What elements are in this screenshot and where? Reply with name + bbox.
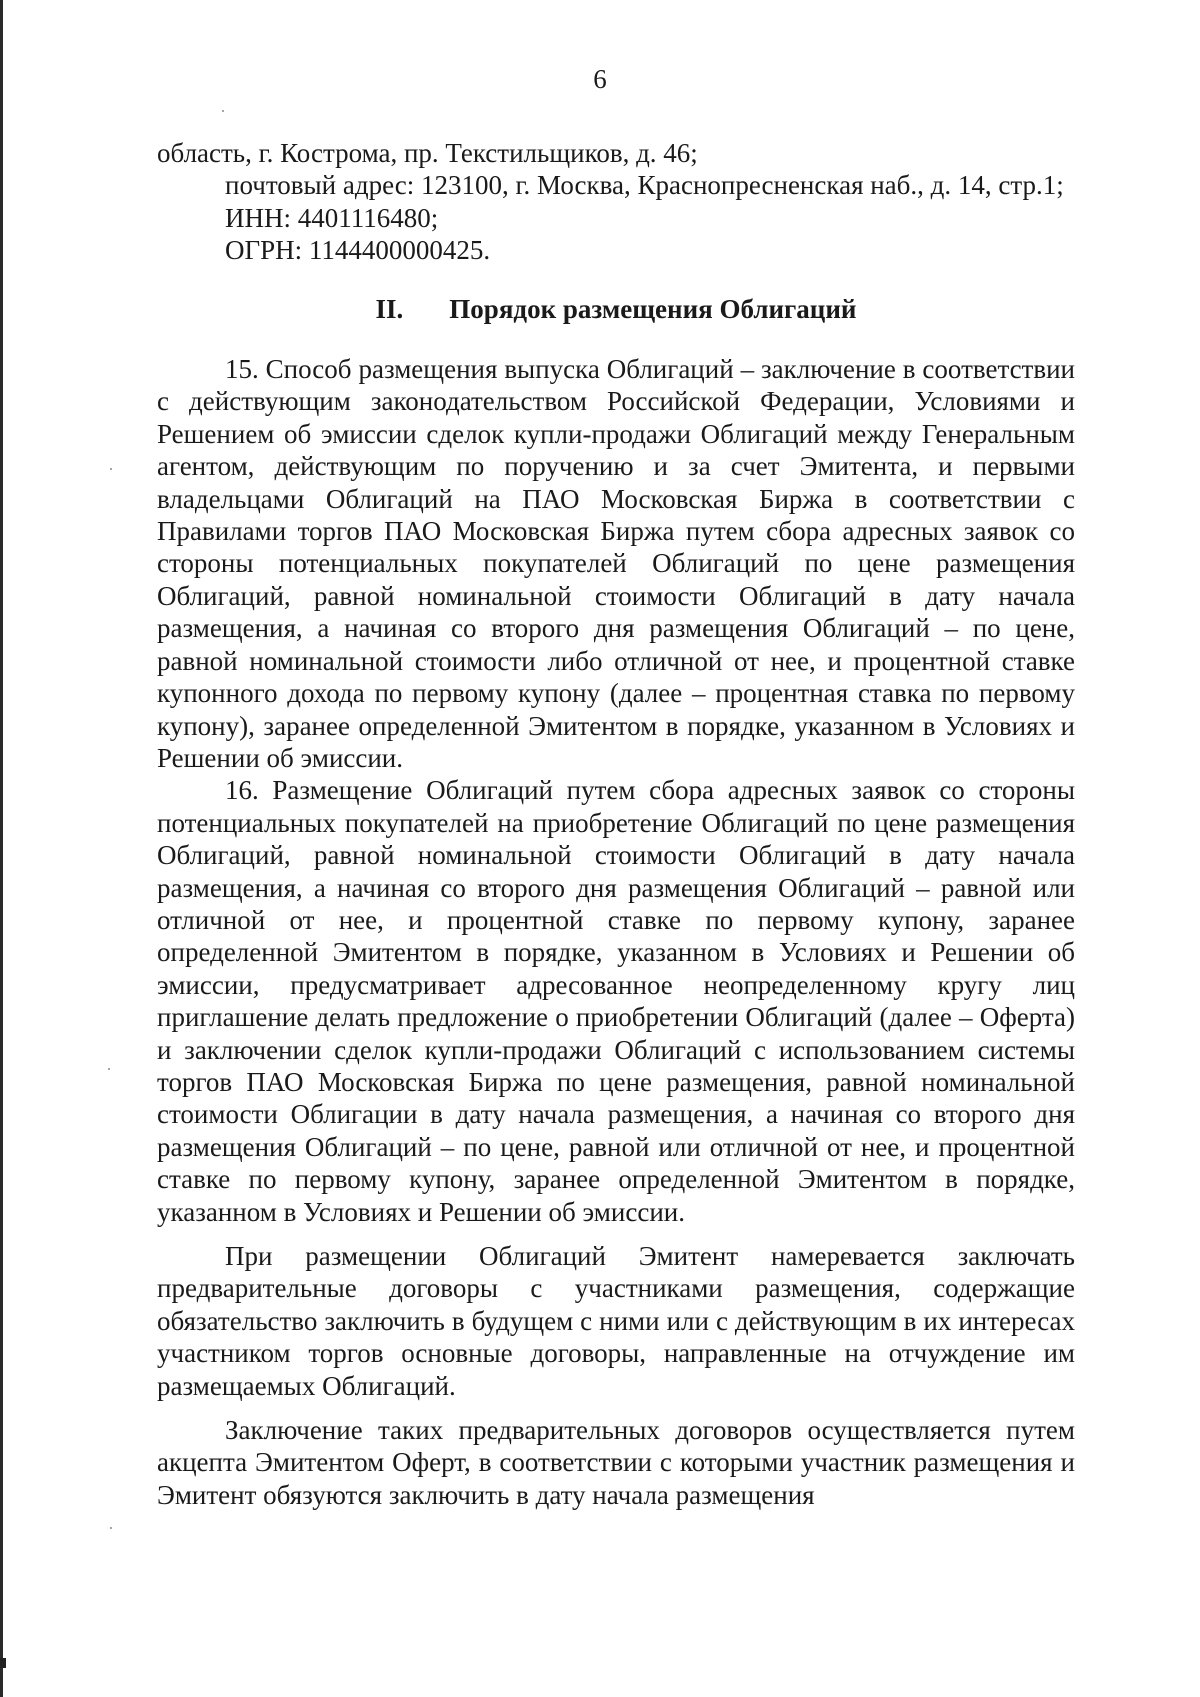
scan-mark <box>0 1658 6 1668</box>
scan-speck <box>222 110 224 112</box>
page-number: 6 <box>593 64 607 94</box>
scan-speck <box>110 1527 112 1529</box>
section-number: II. <box>375 293 404 324</box>
paragraph-15: 15. Способ размещения выпуска Облигаций – заключение в соответствии с действующим законодательством Российской Федерации, Условиями и Решением об эмиссии сделок купли-продажи Облигаций между Генеральным агентом, действующим по поручению и за счет Эмитента, и первыми владельцами Облигаций на ПАО Московская Биржа в соответствии с Правилами торгов ПАО Московская Биржа путем сбора адресных заявок со стороны потенциальных покупателей Облигаций по цене размещения Облигаций, равной номинальной стоимости Облигаций в дату начала размещения, а начиная со второго дня размещения Облигаций – по цене, равной номинальной стоимости либо отличной от нее, и процентной ставке купонного дохода по первому купону (далее – процентная ставка по первому купону), заранее определенной Эмитентом в порядке, указанном в Условиях и Решении об эмиссии. <box>157 354 1075 773</box>
scan-speck <box>108 1068 110 1070</box>
intro-line-region: область, г. Кострома, пр. Текстильщиков, д. 46; <box>157 138 698 168</box>
paragraph-conclusion-of-contracts: Заключение таких предварительных договоров осуществляется путем акцепта Эмитентом Оферт, в соответствии с которыми участник размещения и Эмитент обязуются заключить в дату начала размещения <box>157 1415 1075 1510</box>
document-body <box>157 137 1075 1511</box>
intro-line-ogrn: ОГРН: 1144400000425. <box>225 235 491 266</box>
intro-line-postal-address: почтовый адрес: 123100, г. Москва, Краснопресненская наб., д. 14, стр.1; <box>225 170 1064 201</box>
section-title: Порядок размещения Облигаций <box>449 293 857 324</box>
paragraph-preliminary-contracts: При размещении Облигаций Эмитент намеревается заключать предварительные договоры с участниками размещения, содержащие обязательство заключить в будущем с ними или с действующим в их интересах участником торгов основные договоры, направленные на отчуждение им размещаемых Облигаций. <box>157 1241 1075 1401</box>
paragraph-16: 16. Размещение Облигаций путем сбора адресных заявок со стороны потенциальных покупателей на приобретение Облигаций по цене размещения Облигаций, равной номинальной стоимости Облигаций в дату начала размещения, а начиная со второго дня размещения Облигаций – равной или отличной от нее, и процентной ставке по первому купону, заранее определенной Эмитентом в порядке, указанном в Условиях и Решении об эмиссии, предусматривает адресованное неопределенному кругу лиц приглашение делать предложение о приобретении Облигаций (далее – Оферта) и заключении сделок купли-продажи Облигаций с использованием системы торгов ПАО Московская Биржа по цене размещения, равной номинальной стоимости Облигации в дату начала размещения, а начиная со второго дня размещения Облигаций – по цене, равной или отличной от нее, и процентной ставке по первому купону, заранее определенной Эмитентом в порядке, указанном в Условиях и Решении об эмиссии. <box>157 775 1075 1227</box>
scan-speck <box>110 468 112 470</box>
section-heading <box>157 293 1075 325</box>
scan-left-edge <box>0 0 3 1697</box>
intro-line-inn: ИНН: 4401116480; <box>225 202 439 233</box>
